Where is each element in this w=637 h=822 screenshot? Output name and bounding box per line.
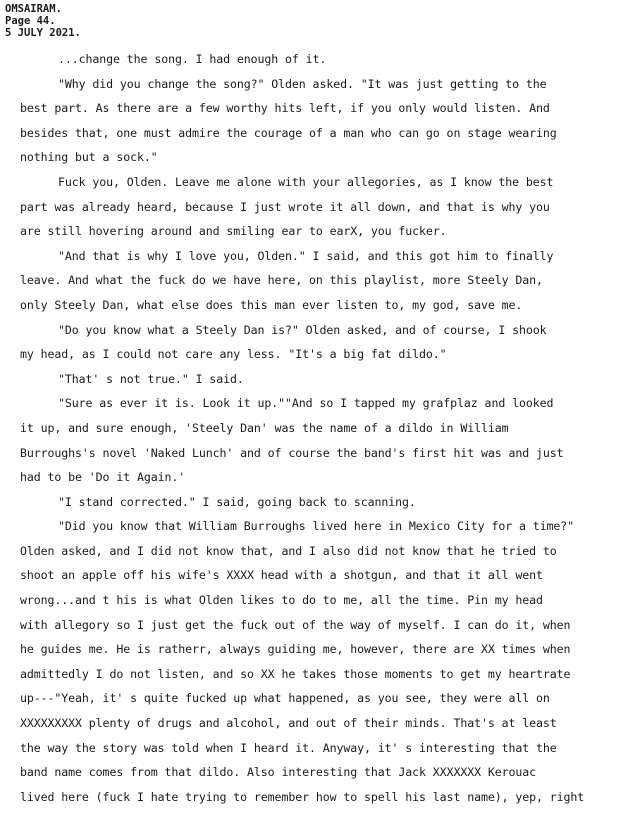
manuscript-line: shoot an apple off his wife's XXXX head with a shotgun, and that it all went <box>20 568 543 583</box>
manuscript-body <box>20 47 632 809</box>
manuscript-line: band name comes from that dildo. Also interesting that Jack XXXXXXX Kerouac <box>20 765 537 780</box>
manuscript-line: part was already heard, because I just wrote it all down, and that is why you <box>20 199 550 214</box>
manuscript-line: besides that, one must admire the courage of a man who can go on stage wearing <box>20 125 557 140</box>
header-author: OMSAIRAM. <box>5 3 62 15</box>
manuscript-line: "I stand corrected." I said, going back to scanning. <box>58 494 416 509</box>
manuscript-line: nothing but a sock." <box>20 150 158 165</box>
manuscript-line: best part. As there are a few worthy hits left, if you only would listen. And <box>20 101 550 116</box>
manuscript-line: the way the story was told when I heard it. Anyway, it' s interesting that the <box>20 740 557 755</box>
manuscript-line: "That' s not true." I said. <box>58 371 244 386</box>
manuscript-line: lived here (fuck I hate trying to remember how to spell his last name), yep, right <box>20 789 585 804</box>
manuscript-line: had to be 'Do it Again.' <box>20 470 186 485</box>
manuscript-line: wrong...and t his is what Olden likes to do to me, all the time. Pin my head <box>20 593 543 608</box>
manuscript-line: up---"Yeah, it' s quite fucked up what happened, as you see, they were all on <box>20 691 550 706</box>
manuscript-line: "Do you know what a Steely Dan is?" Olden asked, and of course, I shook <box>58 322 547 337</box>
manuscript-line: leave. And what the fuck do we have here, on this playlist, more Steely Dan, <box>20 273 543 288</box>
manuscript-line: Olden asked, and I did not know that, and I also did not know that he tried to <box>20 543 557 558</box>
manuscript-line: Fuck you, Olden. Leave me alone with your allegories, as I know the best <box>58 174 554 189</box>
manuscript-line: with allegory so I just get the fuck out of the way of myself. I can do it, when <box>20 617 571 632</box>
manuscript-line: "Did you know that William Burroughs lived here in Mexico City for a time?" <box>58 519 575 534</box>
manuscript-line: "And that is why I love you, Olden." I said, and this got him to finally <box>58 248 554 263</box>
header-page-number: Page 44. <box>5 15 56 27</box>
manuscript-line: only Steely Dan, what else does this man ever listen to, my god, save me. <box>20 297 523 312</box>
manuscript-line: XXXXXXXXX plenty of drugs and alcohol, and out of their minds. That's at least <box>20 716 557 731</box>
header-date: 5 JULY 2021. <box>5 27 81 39</box>
manuscript-line: my head, as I could not care any less. "It's a big fat dildo." <box>20 347 447 362</box>
page-header <box>5 3 81 39</box>
manuscript-line: admittedly I do not listen, and so XX he takes those moments to get my heartrate <box>20 666 571 681</box>
manuscript-line: are still hovering around and smiling ear to earX, you fucker. <box>20 224 447 239</box>
manuscript-line: ...change the song. I had enough of it. <box>58 52 327 66</box>
manuscript-line: "Sure as ever it is. Look it up.""And so I tapped my grafplaz and looked <box>58 396 554 411</box>
manuscript-line: Burroughs's novel 'Naked Lunch' and of course the band's first hit was and just <box>20 445 564 460</box>
manuscript-line: he guides me. He is ratherr, always guiding me, however, there are XX times when <box>20 642 571 657</box>
manuscript-line: "Why did you change the song?" Olden asked. "It was just getting to the <box>58 76 547 91</box>
manuscript-line: it up, and sure enough, 'Steely Dan' was the name of a dildo in William <box>20 420 509 435</box>
